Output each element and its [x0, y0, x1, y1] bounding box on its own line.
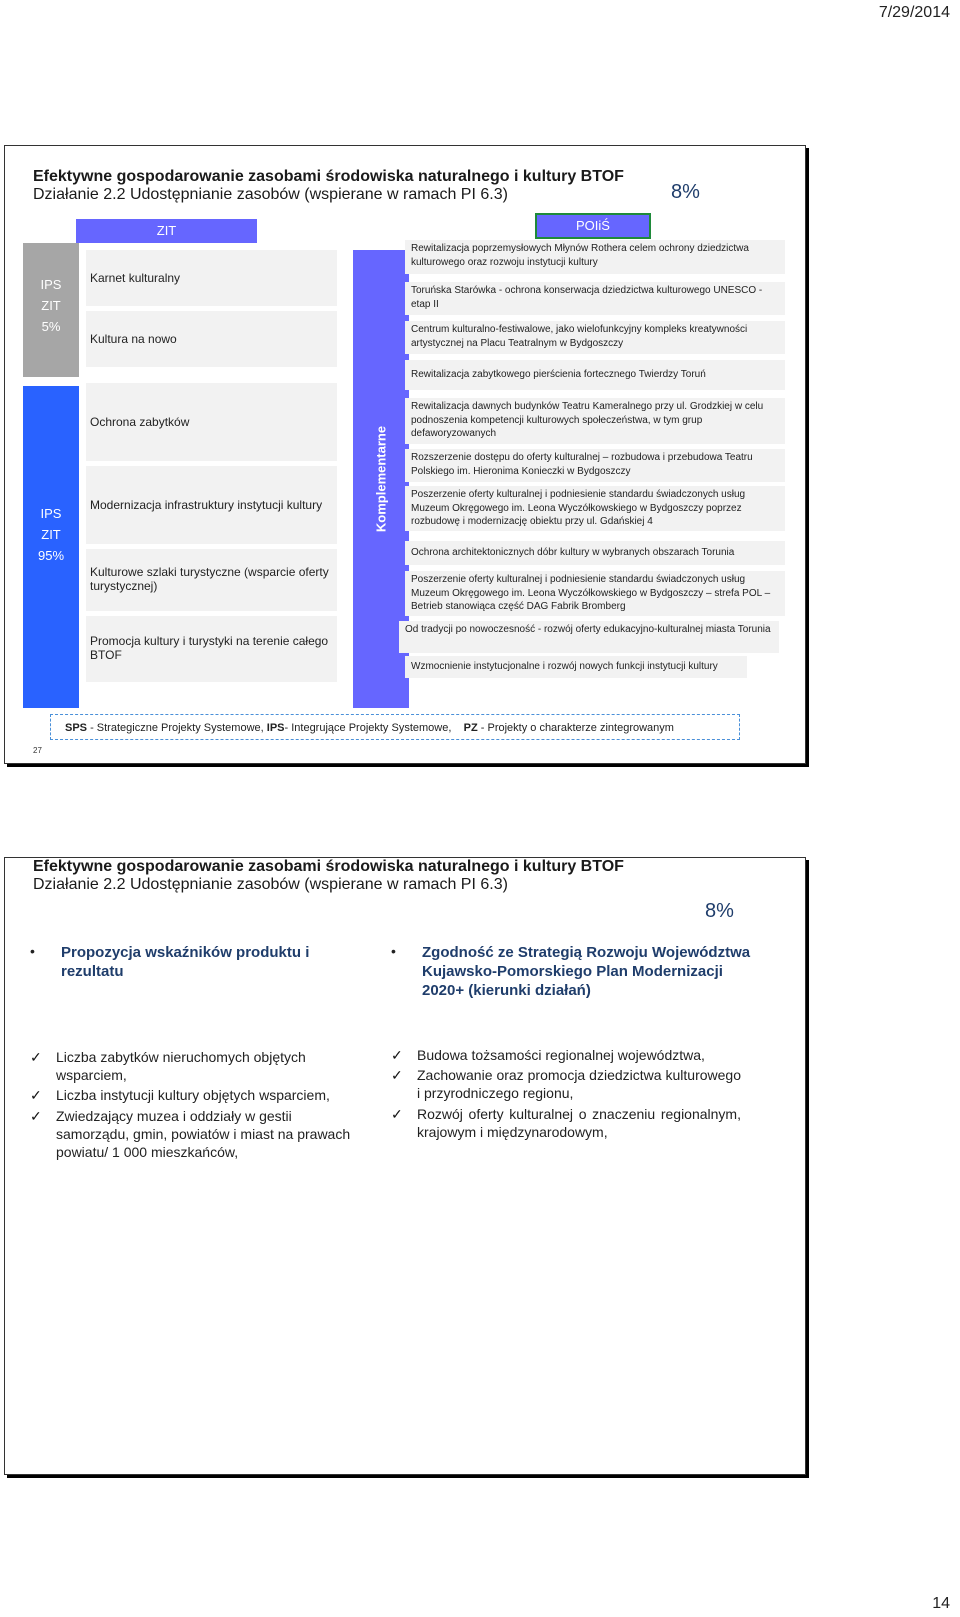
check-item-text: Liczba zabytków nieruchomych objętych wsparciem, — [56, 1049, 306, 1084]
slide2-title-main: Efektywne gospodarowanie zasobami środowiska naturalnego i kultury BTOF — [33, 858, 624, 875]
check-item-text: Budowa tożsamości regionalnej województwa, — [417, 1047, 705, 1063]
slide-2 — [4, 857, 806, 1475]
check-item — [391, 1105, 741, 1141]
poiis-tag: POIiŚ — [535, 213, 651, 239]
left-check-list — [30, 1048, 360, 1163]
right-item: Wzmocnienie instytucjonalne i rozwój nowych funkcji instytucji kultury — [405, 656, 747, 678]
check-icon: ✓ — [391, 1105, 403, 1122]
legend-ips-text: - Integrujące Projekty Systemowe, — [284, 722, 452, 734]
right-item: Od tradycji po nowoczesność - rozwój oferty edukacyjno-kulturalnej miasta Torunia — [399, 621, 779, 653]
legend-box — [50, 714, 740, 740]
ips-zit-95-bar — [23, 386, 79, 708]
check-item-text: Zwiedzający muzea i oddziały w gestii samorządu, gmin, powiatów i miast na prawach powiatu/ 1 000 mieszkańców, — [56, 1107, 351, 1160]
right-item: Rewitalizacja poprzemysłowych Młynów Rothera celem ochrony dziedzictwa kulturowego oraz rozwoju instytucji kultury — [405, 240, 785, 274]
legend-ips: IPS — [263, 722, 285, 734]
check-item — [30, 1048, 360, 1084]
check-icon: ✓ — [391, 1047, 403, 1063]
blue-bar-percent: 95% — [37, 548, 65, 563]
right-item: Poszerzenie oferty kulturalnej i podniesienie standardu świadczonych usług Muzeum Okręgowego im. Leona Wyczółkowskiego w Bydgoszczy poprzez rozbudowę i modernizację obiektu przy ul. Gdańskiej 4 — [405, 486, 785, 531]
legend-pz: PZ — [463, 722, 478, 734]
slide1-title-sub: Działanie 2.2 Udostępnianie zasobów (wspierane w ramach PI 6.3) — [33, 186, 508, 203]
left-heading: Propozycja wskaźników produktu i rezultatu — [61, 944, 310, 980]
check-item-text: Zachowanie oraz promocja dziedzictwa kulturowego i przyrodniczego regionu, — [417, 1067, 741, 1102]
blue-bar-zit: ZIT — [41, 527, 61, 542]
check-item — [391, 1066, 741, 1102]
grey-bar-zit: ZIT — [41, 298, 61, 313]
check-item-text: Rozwój oferty kulturalnej o znaczeniu regionalnym, krajowym i międzynarodowym, — [417, 1105, 741, 1140]
right-item: Rewitalizacja dawnych budynków Teatru Kameralnego przy ul. Grodzkiej w celu podnoszenia kompetencji kulturowych społeczeństwa, w tym grup defaworyzowanych — [405, 398, 785, 444]
legend-sps-text: - Strategiczne Projekty Systemowe, — [87, 722, 264, 734]
bullet-icon: • — [391, 943, 396, 959]
left-item: Kulturowe szlaki turystyczne (wsparcie oferty turystycznej) — [86, 549, 337, 611]
slide2-percent: 8% — [705, 900, 734, 922]
bullet-icon: • — [30, 943, 35, 959]
slide-number: 27 — [33, 746, 42, 755]
left-item: Karnet kulturalny — [86, 250, 337, 306]
slide1-title-main: Efektywne gospodarowanie zasobami środowiska naturalnego i kultury BTOF — [33, 168, 624, 185]
slide-1 — [4, 145, 806, 764]
right-item: Ochrona architektonicznych dóbr kultury w wybranych obszarach Torunia — [405, 541, 785, 565]
left-item: Kultura na nowo — [86, 311, 337, 367]
komplementarne-label: Komplementarne — [373, 425, 389, 533]
check-item — [30, 1086, 360, 1104]
left-item: Ochrona zabytków — [86, 383, 337, 461]
grey-bar-ips: IPS — [40, 277, 62, 292]
page-number: 14 — [932, 1595, 950, 1612]
right-item: Toruńska Starówka - ochrona konserwacja dziedzictwa kulturowego UNESCO - etap II — [405, 282, 785, 315]
right-check-list — [391, 1046, 741, 1143]
legend-pz-text: - Projekty o charakterze zintegrowanym — [477, 722, 674, 734]
check-icon: ✓ — [391, 1067, 403, 1084]
slide1-title — [33, 168, 624, 204]
check-icon: ✓ — [30, 1049, 42, 1065]
check-item — [30, 1107, 360, 1162]
check-item-text: Liczba instytucji kultury objętych wsparciem, — [56, 1087, 330, 1104]
slide2-title-sub: Działanie 2.2 Udostępnianie zasobów (wspierane w ramach PI 6.3) — [33, 876, 508, 893]
right-item: Poszerzenie oferty kulturalnej i podniesienie standardu świadczonych usług Muzeum Okręgowego im. Leona Wyczółkowskiego w Bydgoszczy – strefa POL – Betrieb stanowiąca część DAG Fabrik Bromberg — [405, 571, 785, 616]
check-item — [391, 1046, 741, 1064]
legend-sps: SPS — [65, 722, 88, 734]
left-item: Modernizacja infrastruktury instytucji kultury — [86, 466, 337, 544]
right-item: Rozszerzenie dostępu do oferty kulturalnej – rozbudowa i przebudowa Teatru Polskiego im. Hieronima Konieczki w Bydgoszczy — [405, 449, 785, 482]
left-item: Promocja kultury i turystyki na terenie całego BTOF — [86, 616, 337, 682]
right-item: Centrum kulturalno-festiwalowe, jako wielofunkcyjny kompleks kreatywności artystycznej na Placu Teatralnym w Bydgoszczy — [405, 321, 785, 354]
slide2-title — [33, 858, 624, 894]
zit-tag: ZIT — [76, 219, 257, 243]
grey-bar-percent: 5% — [41, 319, 61, 334]
right-heading: Zgodność ze Strategią Rozwoju Województwa Kujawsko-Pomorskiego Plan Modernizacji 2020+ (kierunki działań) — [422, 944, 751, 999]
check-icon: ✓ — [30, 1107, 42, 1124]
page-date: 7/29/2014 — [878, 4, 950, 21]
check-icon: ✓ — [30, 1087, 42, 1104]
slide1-percent: 8% — [671, 181, 700, 203]
ips-zit-5-bar — [23, 243, 79, 377]
blue-bar-ips: IPS — [40, 506, 62, 521]
right-item: Rewitalizacja zabytkowego pierścienia fortecznego Twierdzy Toruń — [405, 360, 785, 390]
